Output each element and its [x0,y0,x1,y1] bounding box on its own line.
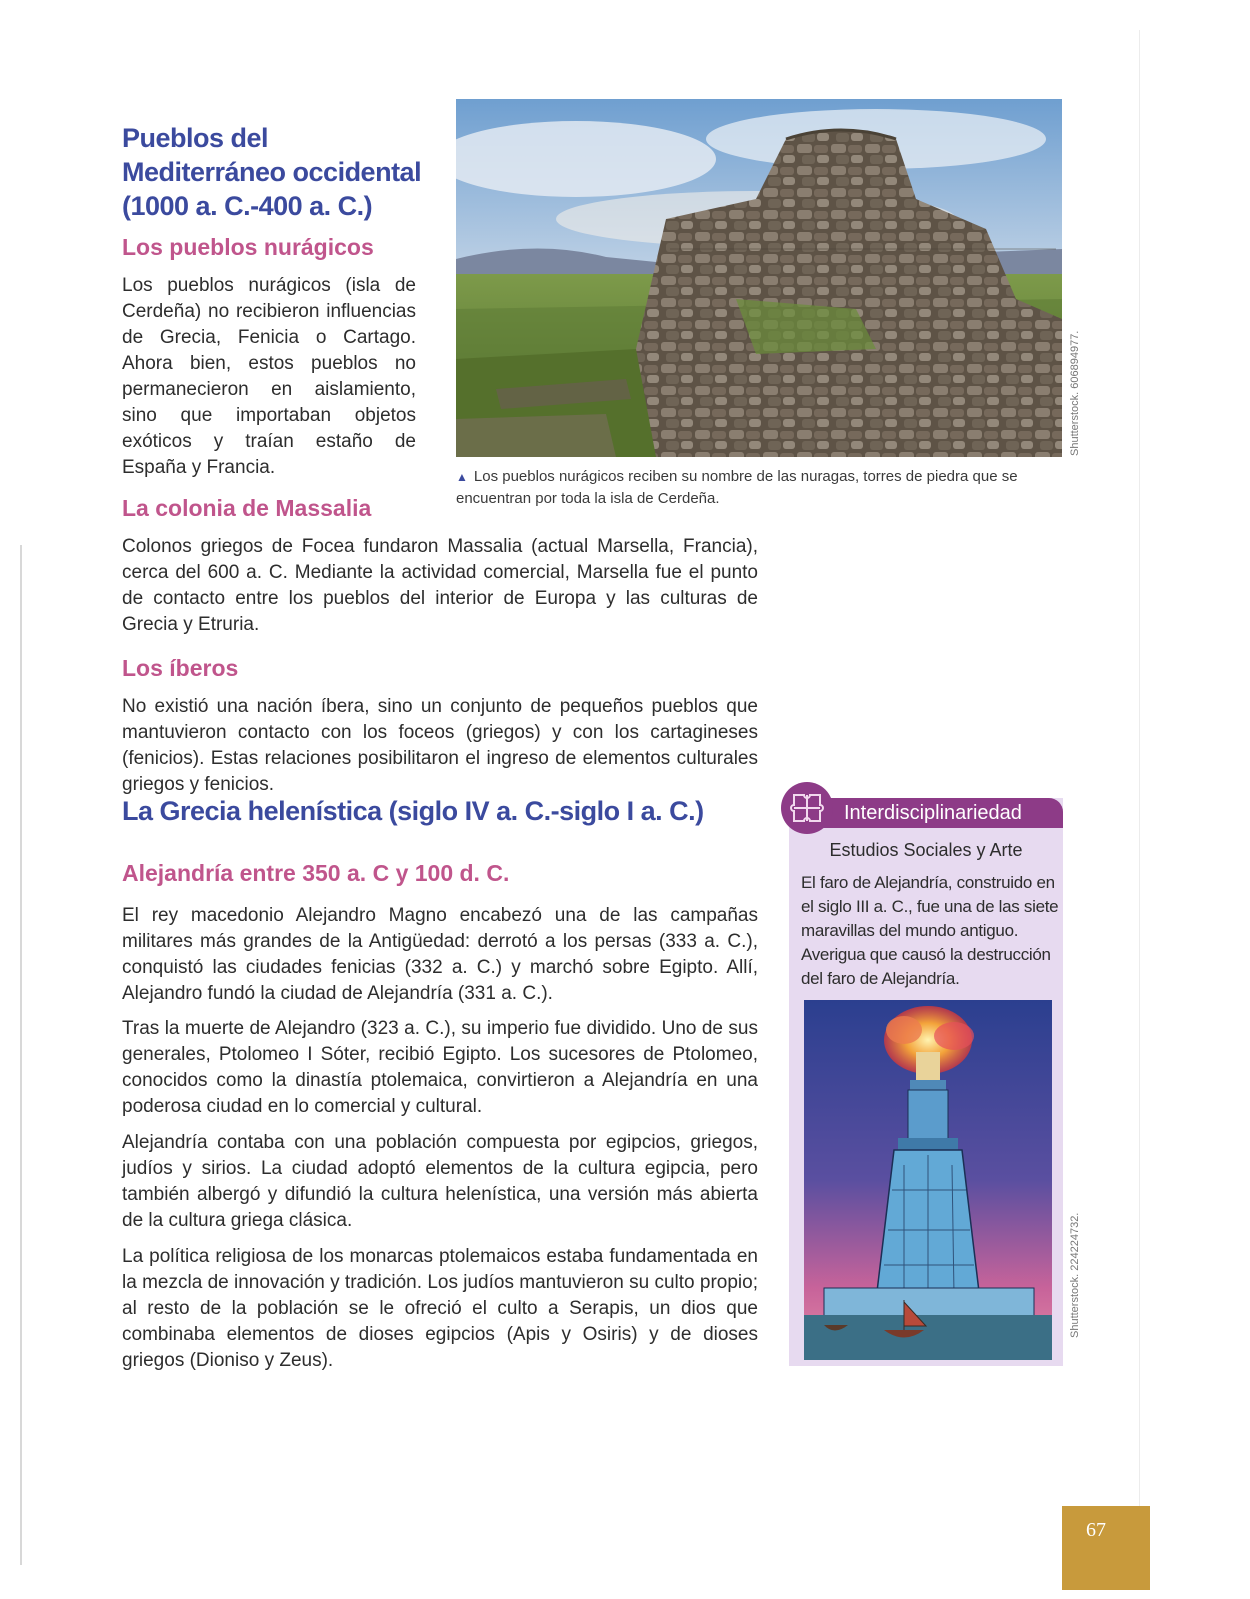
caption-triangle-icon: ▲ [456,470,468,484]
caption-text: Los pueblos nurágicos reciben su nombre de las nuragas, torres de piedra que se encuentran por toda la isla de Cerdeña. [456,468,1018,507]
puzzle-icon [780,781,834,835]
heading-iberos: Los íberos [122,655,239,681]
lighthouse-illustration [804,1000,1052,1360]
page-edge-right [1139,30,1140,1570]
paragraph-nuragicos: Los pueblos nurágicos (isla de Cerdeña) no recibieron influencias de Grecia, Fenicia o Cartago. Ahora bien, estos pueblos no permanecieron en aislamiento, sino que importaban objetos exóticos y traían estaño de España y Francia. [122,275,416,478]
nuraghe-photo [456,99,1062,457]
paragraph-iberos: No existió una nación íbera, sino un conjunto de pequeños pueblos que mantuvieron contacto con los foceos (griegos) y con los cartagineses (fenicios). Estas relaciones posibilitaron el ingreso de elementos culturales griegos y fenicios. [122,696,758,795]
paragraph-alejandria-4: La política religiosa de los monarcas ptolemaicos estaba fundamentada en la mezcla de innovación y tradición. Los judíos mantuvieron su culto propio; al resto de la población se le ofreció el culto a Serapis, un dios que combinaba elementos de dioses egipcios (Apis y Osiris) y de dioses griegos (Dioniso y Zeus). [122,1246,758,1371]
photo-credit: Shutterstock. 606894977. [1069,330,1081,456]
photo-caption [456,466,1056,509]
page-number: 67 [1062,1506,1150,1590]
heading-alejandria: Alejandría entre 350 a. C y 100 d. C. [122,860,510,886]
interdisciplinary-header: Interdisciplinariedad [822,798,1063,828]
paragraph-massalia: Colonos griegos de Focea fundaron Massalia (actual Marsella, Francia), cerca del 600 a. C. Mediante la actividad comercial, Marsella fue el punto de contacto entre los pueblos del interior de Europa y las culturas de Grecia y Etruria. [122,536,758,635]
section-title-mediterraneo: Pueblos del Mediterráneo occidental (1000 a. C.-400 a. C.) [122,123,422,221]
heading-nuragicos: Los pueblos nurágicos [122,234,374,260]
interdisciplinary-text: El faro de Alejandría, construido en el siglo III a. C., fue una de las siete maravillas del mundo antiguo. Averigua que causó la destrucción del faro de Alejandría. [801,873,1059,988]
paragraph-alejandria-1: El rey macedonio Alejandro Magno encabezó una de las campañas militares más grandes de la Antigüedad: derrotó a los persas (333 a. C.), conquistó las ciudades fenicias (332 a. C.) y marchó sobre Egipto. Allí, Alejandro fundó la ciudad de Alejandría (331 a. C.). [122,905,758,1004]
page-edge-left [20,545,22,1565]
heading-massalia: La colonia de Massalia [122,495,372,521]
interdisciplinary-subject: Estudios Sociales y Arte [829,840,1023,860]
section-title-helenistica: La Grecia helenística (siglo IV a. C.-siglo I a. C.) [122,796,704,826]
illustration-credit: Shutterstock. 224224732. [1069,1212,1081,1338]
paragraph-alejandria-3: Alejandría contaba con una población compuesta por egipcios, griegos, judíos y sirios. La ciudad adoptó elementos de la cultura egipcia, pero también albergó y difundió la cultura helenística, una versión más abierta de la cultura griega clásica. [122,1132,758,1231]
paragraph-alejandria-2: Tras la muerte de Alejandro (323 a. C.), su imperio fue dividido. Uno de sus generales, Ptolomeo I Sóter, recibió Egipto. Los sucesores de Ptolomeo, conocidos como la dinastía ptolemaica, convirtieron a Alejandría en una poderosa ciudad en lo comercial y cultural. [122,1018,758,1117]
